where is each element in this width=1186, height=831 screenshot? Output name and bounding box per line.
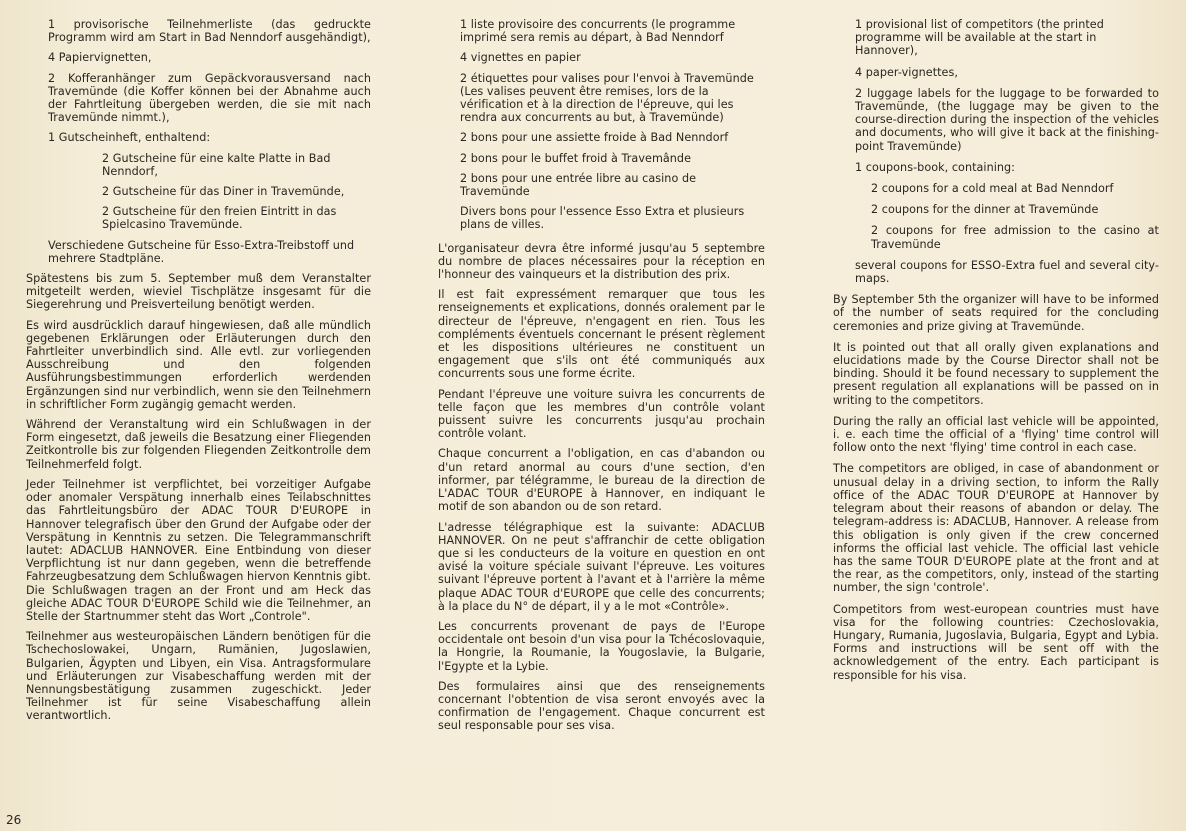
en-paragraph: Competitors from west-european countries must have visa for the following countries: Czechoslovakia, Hungary, Rumania, Jugoslavia, Bulgaria, Egypt and Lybia. Forms and instructions will be sent off with the acknowledgement of the entry. Each participant is responsible for his visa.: [833, 602, 1159, 682]
de-paragraph: Es wird ausdrücklich darauf hingewiesen, daß alle mündlich gegebenen Erklärungen oder Erläuterungen durch den Fahrtleiter unverbindlich sind. Alle evtl. zur vorliegenden Ausschreibung und den folgenden Ausführungsbestimmungen erforderlich werdenden Ergänzungen sind nur verbindlich, wenn sie den Teilnehmern in schriftlicher Form zugängig gemacht werden.: [26, 318, 371, 411]
fr-paragraph: L'organisateur devra être informé jusqu'au 5 septembre du nombre de places nécessaires pour la réception en l'honneur des vainqueurs et la distribution des prix.: [438, 241, 765, 282]
en-coupon-item: 2 coupons for a cold meal at Bad Nenndorf: [871, 182, 1114, 196]
fr-paragraph: Pendant l'épreuve une voiture suivra les concurrents de telle façon que les membres d'un contrôle volant puissent suivre les concurrents jusqu'au prochain contrôle volant.: [438, 387, 765, 441]
de-paragraph: Teilnehmer aus westeuropäischen Ländern benötigen für die Tschechoslowakei, Ungarn, Rumänien, Jugoslawien, Bulgarien, Ägypten und Libyen, ein Visa. Antragsformulare und Erläuterungen zur Visabeschaffung werden mit der Nennungsbestätigung zusammen zugeschickt. Jeder Teilnehmer ist für seine Visabeschaffung allein verantwortlich.: [26, 630, 371, 723]
de-coupon-item: 2 Gutscheine für das Diner in Travemünde,: [102, 185, 345, 199]
de-item-coupon-book: 1 Gutscheinheft, enthaltend:: [48, 131, 211, 145]
en-item-luggage: 2 luggage labels for the luggage to be forwarded to Travemünde, (the luggage may be given to the course-direction during the inspection of the vehicles and documents, who will give it back at the finishing-point Travemünde): [855, 86, 1159, 153]
fr-item: Divers bons pour l'essence Esso Extra et plusieurs plans de villes.: [460, 205, 745, 232]
fr-paragraph: Des formulaires ainsi que des renseignements concernant l'obtention de visa seront envoyés avec la confirmation de l'engagement. Chaque concurrent est seul responsable pour ses visa.: [438, 679, 765, 733]
english-column: [833, 18, 1159, 690]
de-coupon-item: 2 Gutscheine für den freien Eintritt in das Spielcasino Travemünde.: [102, 205, 337, 232]
fr-item: 2 bons pour une entrée libre au casino de Travemünde: [460, 171, 697, 199]
fr-paragraph: Il est fait expressément remarquer que tous les renseignements et explications, donnés oralement par le directeur de l'épreuve, n'engagent en rien. Tous les compléments éventuels concernant le présent règlement et les dispositions ultérieures ne constituent un engagement que s'ils ont été communiqués aux concurrents sous une forme écrite.: [438, 288, 765, 381]
de-paragraph: Während der Veranstaltung wird ein Schlußwagen in der Form eingesetzt, daß jeweils die Besatzung einer Fliegenden Zeitkontrolle bis zur folgenden Fliegenden Zeitkontrolle dem Teilnehmerfeld folgt.: [26, 418, 371, 471]
de-misc-coupons: Verschiedene Gutscheine für Esso-Extra-Treibstoff und mehrere Stadtpläne.: [48, 238, 355, 265]
fr-item: 4 vignettes en papier: [460, 51, 581, 65]
fr-item: 2 bons pour le buffet froid à Travemânde: [460, 151, 692, 165]
de-item-list: 1 provisorische Teilnehmerliste (das gedruckte Programm wird am Start in Bad Nenndorf ausgehändigt),: [48, 18, 371, 45]
de-coupon-item: 2 Gutscheine für eine kalte Platte in Bad Nenndorf,: [102, 151, 331, 178]
fr-item: 2 bons pour une assiette froide à Bad Nenndorf: [460, 131, 729, 145]
fr-paragraph: Les concurrents provenant de pays de l'Europe occidentale ont besoin d'un visa pour la Tchécoslovaquie, la Hongrie, la Roumanie, la Yougoslavie, la Bulgarie, l'Egypte et la Lybie.: [438, 619, 765, 673]
en-paragraph: It is pointed out that all orally given explanations and elucidations made by the Course Director shall not be binding. Should it be found necessary to supplement the present regulation all explanations will be passed on in writing to the competitors.: [833, 340, 1159, 407]
en-paragraph: By September 5th the organizer will have to be informed of the number of seats required for the concluding ceremonies and prize giving at Travemünde.: [833, 293, 1159, 333]
en-item-coupon-book: 1 coupons-book, containing:: [855, 160, 1015, 174]
de-item-vignettes: 4 Papiervignetten,: [48, 51, 152, 65]
fr-item: (Les valises peuvent être remises, lors de la vérification et à la direction de l'épreuve, qui les rendra aux concurrents au but, à Travemünde): [460, 84, 734, 125]
de-paragraph: Spätestens bis zum 5. September muß dem Veranstalter mitgeteilt werden, wieviel Tischplätze insgesamt für die Siegerehrung und Preisverteilung benötigt werden.: [26, 272, 371, 312]
en-coupon-item: 2 coupons for free admission to the casino at Travemünde: [871, 224, 1159, 251]
en-item-list: 1 provisional list of competitors (the printed programme will be available at the start in Hannover),: [855, 18, 1104, 58]
german-column: [26, 18, 371, 730]
en-coupon-item: 2 coupons for the dinner at Travemünde: [871, 203, 1099, 217]
en-paragraph: The competitors are obliged, in case of abandonment or unusual delay in a driving section, to inform the Rally office of the ADAC TOUR D'EUROPE at Hannover by telegram about their reasons of abandon or delay. The telegram-address is: ADACLUB, Hannover. A release from this obligation is only given if the crew concerned informs the official last vehicle. The official last vehicle has the same TOUR D'EUROPE plate at the front and at the rear, as the competitors, only, instead of the starting number, the sign 'controle'.: [833, 462, 1159, 595]
fr-item: 2 étiquettes pour valises pour l'envoi à Travemünde: [460, 71, 754, 85]
fr-item: 1 liste provisoire des concurrents (le programme imprimé sera remis au départ, à Bad Nenndorf: [460, 18, 736, 45]
de-item-luggage: 2 Kofferanhänger zum Gepäckvorausversand nach Travemünde (die Koffer können bei der Abnahme auch der Fahrtleitung übergeben werden, die sie mit nach Travemünde nimmt.),: [48, 71, 371, 125]
en-paragraph: During the rally an official last vehicle will be appointed, i. e. each time the official of a 'flying' time control will follow onto the next 'flying' time control in each case.: [833, 414, 1159, 455]
en-misc-coupons: several coupons for ESSO-Extra fuel and several city-maps.: [855, 258, 1159, 286]
fr-paragraph: L'adresse télégraphique est la suivante: ADACLUB HANNOVER. On ne peut s'affranchir de cette obligation que si les conducteurs de la voiture en question en ont avisé la voiture spéciale suivant l'épreuve. Les voitures suivant l'épreuve portent à l'avant et à l'arrière la même plaque ADAC TOUR d'EUROPE que celle des concurrents; à la place du N° de départ, il y a le mot «Contrôle».: [438, 520, 765, 613]
en-item-vignettes: 4 paper-vignettes,: [855, 65, 958, 79]
french-column: [438, 18, 765, 740]
page-number: 26: [6, 813, 22, 827]
de-paragraph: Jeder Teilnehmer ist verpflichtet, bei vorzeitiger Aufgabe oder anomaler Verspätung innerhalb eines Teilabschnittes das Fahrtleitungsbüro der ADAC TOUR D'EUROPE in Hannover telegrafisch über den Grund der Aufgabe oder der Verspätung in Kenntnis zu setzen. Die Telegrammanschrift lautet: ADACLUB HANNOVER. Eine Entbindung von dieser Verpflichtung ist nur dann gegeben, wenn die betreffende Fahrzeugbesatzung dem Schlußwagen hiervon Kenntnis gibt. Die Schlußwagen tragen an der Front und am Heck das gleiche ADAC TOUR D'EUROPE Schild wie die Teilnehmer, an Stelle der Startnummer steht das Wort „Controle".: [26, 477, 371, 623]
fr-paragraph: Chaque concurrent a l'obligation, en cas d'abandon ou d'un retard anormal au cours d'une section, d'en informer, par télégramme, le bureau de la direction de L'ADAC TOUR d'EUROPE à Hannover, en indiquant le motif de son abandon ou de son retard.: [438, 447, 765, 514]
